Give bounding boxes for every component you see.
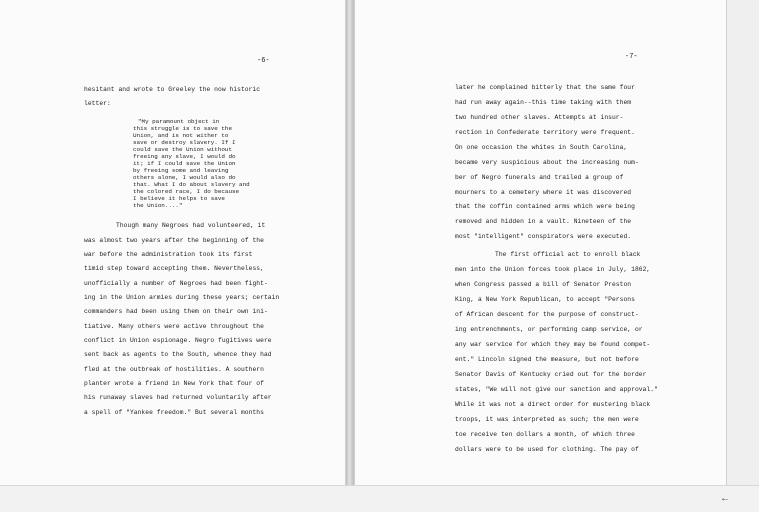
text-line: rection in Confederate territory were frequent. (455, 129, 635, 136)
quote-line: "My paramount object in (138, 118, 220, 125)
quote-line: could save the Union without (133, 146, 232, 153)
text-line: had run away again--this time taking with them (455, 99, 632, 106)
text-line: timid step toward accepting them. Nevertheless, (84, 265, 264, 272)
text-line: ent." Lincoln signed the measure, but not before (455, 356, 639, 363)
quote-line: freeing any slave, I would do (133, 153, 236, 160)
page-gutter (346, 0, 354, 485)
quote-line: others alone, I would also do (133, 174, 236, 181)
arrow-left-icon: ← (722, 494, 729, 505)
text-line: Senator Davis of Kentucky cried out for the border (455, 371, 647, 378)
text-line: planter wrote a friend in New York that four of (84, 380, 264, 387)
text-line: conflict in Union espionage. Negro fugitives were (84, 337, 272, 344)
text-line: was almost two years after the beginning of the (84, 237, 264, 244)
text-line: The first official act to enroll black (495, 251, 641, 258)
left-page (0, 0, 346, 485)
text-line: ber of Negro funerals and trailed a group of (455, 174, 624, 181)
text-line: While it was not a direct order for mustering black (455, 401, 651, 408)
text-line: became very suspicious about the increasing num- (455, 159, 639, 166)
text-line: commanders had been using them on their own ini- (84, 308, 268, 315)
text-line: fled at the outbreak of hostilities. A southern (84, 366, 264, 373)
text-line: sent back as agents to the South, whence they had (84, 351, 272, 358)
text-line: states, "We will not give our sanction and approval." (455, 386, 658, 393)
text-line: mourners to a cemetery where it was discovered (455, 189, 632, 196)
text-line: war before the administration took its first (84, 251, 253, 258)
text-line: hesitant and wrote to Greeley the now historic (84, 86, 261, 93)
quote-line: the Union...." (133, 202, 183, 209)
text-line: that the coffin contained arms which were being (455, 203, 635, 210)
text-line: later he complained bitterly that the same four (455, 84, 635, 91)
text-line: troops, it was interpreted as such; the men were (455, 416, 639, 423)
text-line: unofficially a number of Negroes had been fight- (84, 280, 268, 287)
quote-line: the colored race, I do because (133, 188, 240, 195)
right-page (354, 0, 726, 485)
text-line: two hundred other slaves. Attempts at insur- (455, 114, 624, 121)
text-line: most "intelligent" conspirators were executed. (455, 233, 632, 240)
quote-line: Union, and is not wither to (133, 132, 229, 139)
quote-line: I believe it helps to save (133, 195, 225, 202)
text-line: On one occasion the whites in South Carolina, (455, 144, 628, 151)
text-line: of African descent for the purpose of construct- (455, 311, 639, 318)
text-line: toe receive ten dollars a month, of which three (455, 431, 635, 438)
text-line: dollars were to be used for clothing. The pay of (455, 446, 639, 453)
text-line: tiative. Many others were active throughout the (84, 323, 264, 330)
text-line: any war service for which they may be found compet- (455, 341, 651, 348)
quote-line: save or destroy slavery. If I (133, 139, 236, 146)
text-line: ing entrenchments, or performing camp service, or (455, 326, 643, 333)
bottom-strip (0, 485, 759, 512)
quote-line: by freeing some and leaving (133, 167, 229, 174)
text-line: a spell of "Yankee freedom." But several months (84, 409, 264, 416)
text-line: King, a New York Republican, to accept "Persons (455, 296, 635, 303)
text-line: his runaway slaves had returned voluntarily after (84, 394, 272, 401)
text-line: Though many Negroes had volunteered, it (116, 222, 266, 229)
text-line: removed and hidden in a vault. Nineteen of the (455, 218, 632, 225)
quote-line: this struggle is to save the (133, 125, 232, 132)
quote-line: it; if I could save the Union (133, 160, 236, 167)
page-number: -7- (625, 53, 638, 61)
page-edge (726, 0, 759, 485)
page-number: -6- (257, 57, 270, 65)
text-line: when Congress passed a bill of Senator Preston (455, 281, 632, 288)
quote-line: that. What I do about slavery and (133, 181, 250, 188)
text-line: men into the Union forces took place in July, 1862, (455, 266, 651, 273)
text-line: ing in the Union armies during these years; certain (84, 294, 280, 301)
text-line: letter: (84, 100, 111, 107)
